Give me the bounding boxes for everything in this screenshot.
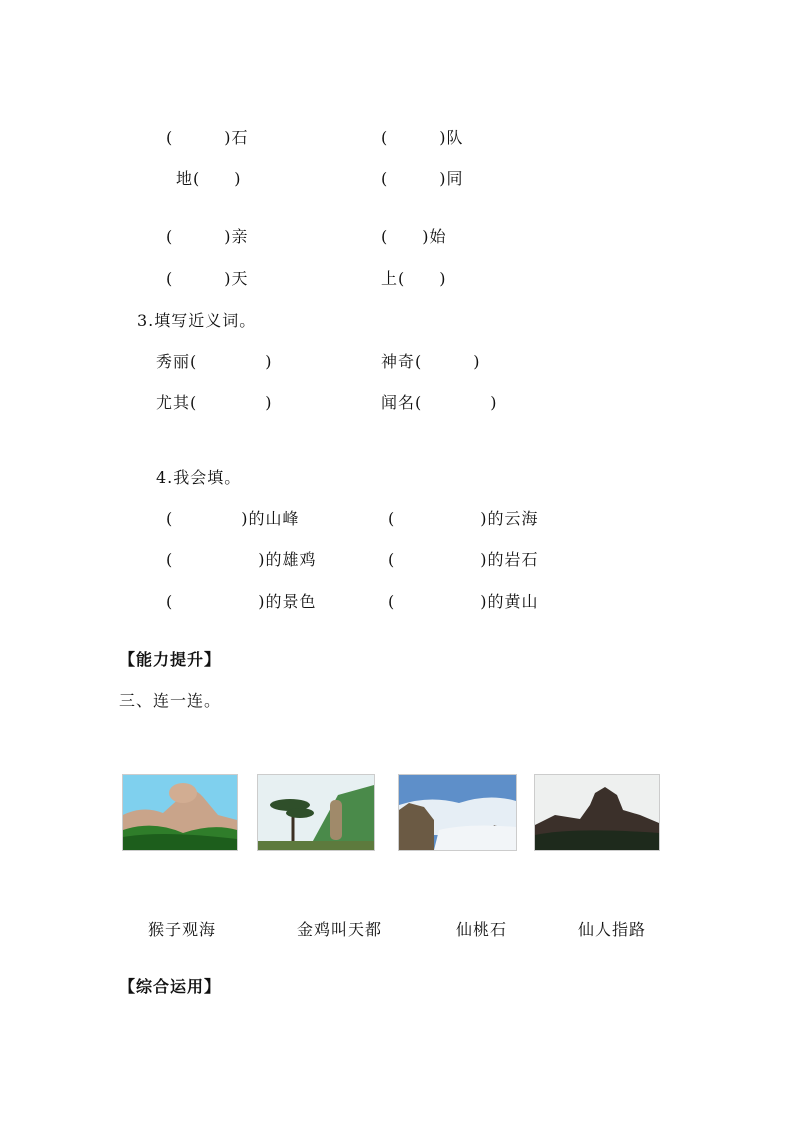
photo-rock-peak [122, 774, 238, 851]
fill-item: ( )始 [381, 227, 447, 246]
fill-item: ( )亲 [166, 227, 249, 246]
fill-item: ( )天 [166, 269, 249, 288]
question-title: 4.我会填。 [156, 468, 242, 487]
photo-pine-and-rock [257, 774, 375, 851]
fill-item: ( )的雄鸡 [166, 550, 317, 569]
section-heading: 【综合运用】 [119, 977, 222, 996]
photo-caption: 金鸡叫天都 [297, 920, 383, 939]
photo-caption: 猴子观海 [148, 920, 217, 939]
fill-item: ( )石 [166, 128, 249, 147]
question-title: 三、连一连。 [119, 691, 222, 710]
photo-sea-of-clouds [398, 774, 517, 851]
fill-item: ( )队 [381, 128, 464, 147]
fill-item: 地( ) [176, 169, 242, 188]
question-title: 3.填写近义词。 [137, 311, 257, 330]
fill-item: ( )的山峰 [166, 509, 300, 528]
synonym-item: 秀丽( ) [156, 352, 273, 371]
photo-caption: 仙桃石 [456, 920, 508, 939]
fill-item: ( )的云海 [388, 509, 539, 528]
section-heading: 【能力提升】 [119, 650, 222, 669]
fill-item: ( )同 [381, 169, 464, 188]
fill-item: ( )的黄山 [388, 592, 539, 611]
photo-mountain-silhouette [534, 774, 660, 851]
fill-item: ( )的景色 [166, 592, 317, 611]
photo-caption: 仙人指路 [578, 920, 647, 939]
synonym-item: 尤其( ) [156, 393, 273, 412]
synonym-item: 闻名( ) [381, 393, 498, 412]
fill-item: 上( ) [381, 269, 447, 288]
synonym-item: 神奇( ) [381, 352, 481, 371]
fill-item: ( )的岩石 [388, 550, 539, 569]
